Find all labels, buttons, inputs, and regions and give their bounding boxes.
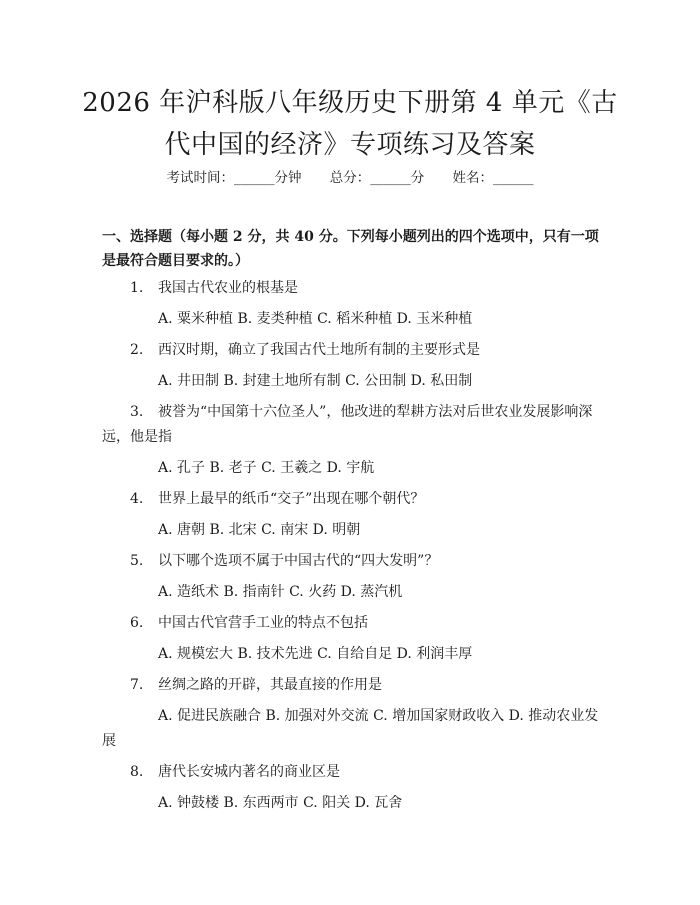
question-5 (102, 549, 600, 605)
question-1 (102, 276, 600, 332)
question-options: A. 促进民族融合 B. 加强对外交流 C. 增加国家财政收入 D. 推动农业发展 (102, 708, 599, 749)
question-7 (102, 673, 600, 754)
exam-time: 考试时间：______分钟 (166, 170, 302, 186)
question-text: 被誉为“中国第十六位圣人”，他改进的犁耕方法对后世农业发展影响深远，他是指 (102, 404, 593, 445)
question-options: A. 造纸术 B. 指南针 C. 火药 D. 蒸汽机 (158, 584, 403, 600)
question-number: 2. (130, 342, 144, 358)
question-number: 1. (130, 280, 144, 296)
question-text: 中国古代官营手工业的特点不包括 (158, 615, 368, 631)
section-heading: 一、选择题（每小题 2 分，共 40 分。下列每小题列出的四个选项中，只有一项是最符合题目要求的。） (102, 229, 599, 269)
question-8 (102, 760, 600, 816)
question-options: A. 井田制 B. 封建土地所有制 C. 公田制 D. 私田制 (158, 373, 473, 389)
question-options: A. 规模宏大 B. 技术先进 C. 自给自足 D. 利润丰厚 (158, 646, 473, 662)
question-text: 我国古代农业的根基是 (158, 280, 298, 296)
exam-meta (0, 166, 700, 186)
exam-score: 总分：______分 (329, 170, 425, 186)
title-line-2: 代中国的经济》专项练习及答案 (164, 130, 536, 160)
question-number: 5. (130, 553, 144, 569)
question-list (102, 276, 600, 822)
question-text: 唐代长安城内著名的商业区是 (158, 764, 340, 780)
question-number: 6. (130, 615, 144, 631)
question-text: 世界上最早的纸币“交子”出现在哪个朝代？ (158, 491, 425, 507)
document-title (80, 82, 620, 166)
question-number: 8. (130, 764, 144, 780)
question-options: A. 唐朝 B. 北宋 C. 南宋 D. 明朝 (158, 522, 361, 538)
question-options: A. 孔子 B. 老子 C. 王羲之 D. 宇航 (158, 460, 375, 476)
question-6 (102, 611, 600, 667)
question-number: 4. (130, 491, 144, 507)
question-text: 以下哪个选项不属于中国古代的“四大发明”？ (158, 553, 439, 569)
question-4 (102, 487, 600, 543)
question-options: A. 钟鼓楼 B. 东西两市 C. 阳关 D. 瓦舍 (158, 795, 403, 811)
question-number: 3. (130, 404, 144, 420)
question-2 (102, 338, 600, 394)
question-options: A. 粟米种植 B. 麦类种植 C. 稻米种植 D. 玉米种植 (158, 311, 473, 327)
exam-name: 姓名：______ (452, 170, 534, 186)
question-number: 7. (130, 677, 144, 693)
question-text: 丝绸之路的开辟，其最直接的作用是 (158, 677, 382, 693)
title-line-1: 2026 年沪科版八年级历史下册第 4 单元《古 (82, 88, 618, 118)
question-text: 西汉时期，确立了我国古代土地所有制的主要形式是 (158, 342, 480, 358)
question-3 (102, 400, 600, 481)
